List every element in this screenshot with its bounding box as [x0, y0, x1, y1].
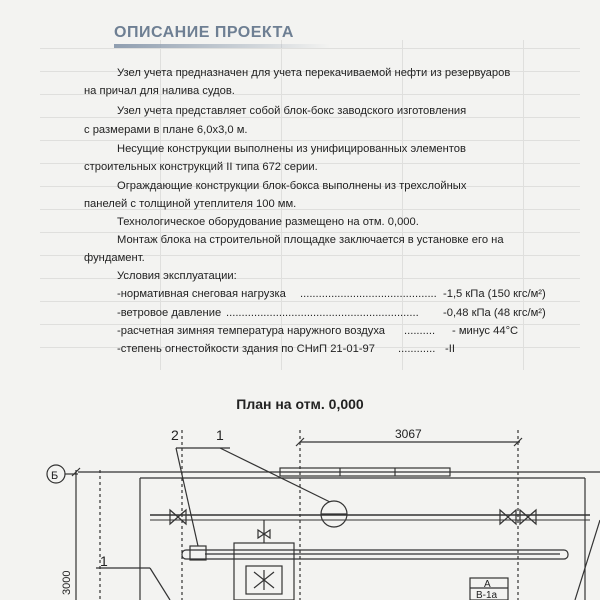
condition-label: -ветровое давление — [117, 307, 222, 319]
leader-line — [575, 520, 600, 600]
callout-1-left: 1 — [100, 553, 108, 569]
valve-icon — [520, 510, 536, 524]
paragraph-line: Ограждающие конструкции блок-бокса выполнены из трехслойных — [117, 180, 467, 192]
paragraph-line: Узел учета предназначен для учета перекачиваемой нефти из резервуаров — [117, 67, 511, 79]
valve-icon — [500, 510, 516, 524]
leader-line — [176, 448, 198, 546]
condition-value: -1,5 кПа (150 кгс/м²) — [443, 288, 546, 300]
axis-b-label: Б — [51, 470, 59, 482]
paragraph-line: строительных конструкций II типа 672 серии. — [84, 161, 318, 173]
stamp-bottom-label: В-1а — [476, 590, 498, 600]
dimension-left-label: 3000 — [61, 570, 73, 595]
condition-dots: ............................................ — [300, 288, 437, 300]
paragraph-line: на причал для налива судов. — [84, 85, 235, 97]
callout-2: 2 — [171, 427, 179, 443]
condition-value: -II — [445, 343, 455, 355]
paragraph-line: Технологическое оборудование размещено на отм. 0,000. — [117, 216, 419, 228]
page-title: ОПИСАНИЕ ПРОЕКТА — [114, 24, 294, 41]
paragraph-line: Монтаж блока на строительной площадке заключается в установке его на — [117, 234, 504, 246]
paragraph-line: фундамент. — [84, 252, 145, 264]
leader-line — [220, 448, 330, 502]
condition-dots: .............................................................. — [226, 307, 419, 319]
condition-label: -степень огнестойкости здания по СНиП 21-01-97 — [117, 343, 375, 355]
dimension-top-label: 3067 — [395, 427, 422, 441]
condition-dots: .......... — [404, 325, 436, 337]
paragraph-line: Узел учета представляет собой блок-бокс заводского изготовления — [117, 105, 467, 117]
cabinet-symbol — [254, 570, 274, 590]
condition-dots: ............ — [398, 343, 436, 355]
condition-value: - минус 44°С — [452, 325, 519, 337]
pump-block — [190, 546, 206, 560]
paragraph-line: Несущие конструкции выполнены из унифицированных элементов — [117, 143, 466, 155]
paragraph-line: Условия эксплуатации: — [117, 270, 237, 282]
paragraph-line: с размерами в плане 6,0x3,0 м. — [84, 124, 248, 136]
stamp-top-label: А — [484, 579, 491, 590]
plan-title: План на отм. 0,000 — [236, 396, 364, 412]
callout-1-top: 1 — [216, 427, 224, 443]
condition-label: -нормативная снеговая нагрузка — [117, 288, 286, 300]
condition-label: -расчетная зимняя температура наружного воздуха — [117, 325, 386, 337]
valve-icon — [170, 510, 186, 524]
condition-value: -0,48 кПа (48 кгс/м²) — [443, 307, 546, 319]
paragraph-line: панелей с толщиной утеплителя 100 мм. — [84, 198, 297, 210]
